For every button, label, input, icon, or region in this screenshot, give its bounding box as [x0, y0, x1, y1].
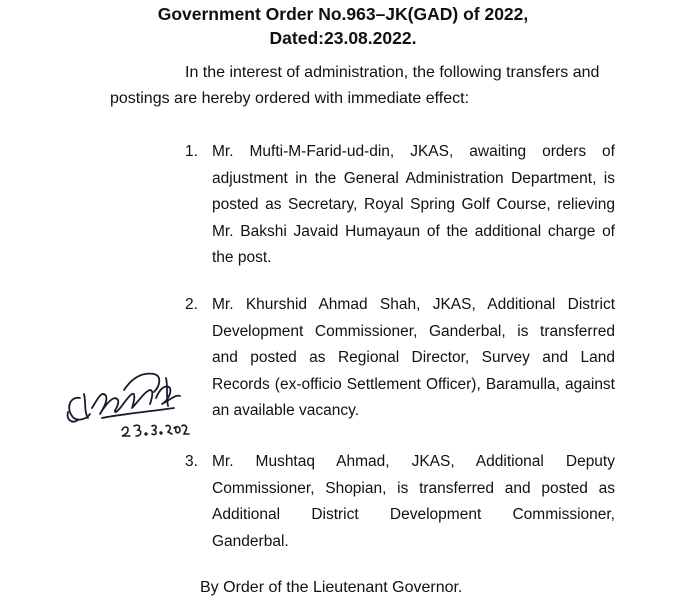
intro-line-2: postings are hereby ordered with immediate effect: [110, 90, 470, 107]
item-text: Mr. Khurshid Ahmad Shah, JKAS, Additional District Development Commissioner, Ganderbal, is transferred and posted as Regional Director, Survey and Land Records (ex-officio Settlement Officer), Baramulla, against an available vacancy. [212, 296, 615, 419]
item-text: Mr. Mushtaq Ahmad, JKAS, Additional Deputy Commissioner, Shopian, is transferred and posted as Additional District Development Commissioner, Ganderbal. [212, 453, 615, 550]
item-text: Mr. Mufti-M-Farid-ud-din, JKAS, awaiting orders of adjustment in the General Administration Department, is posted as Secretary, Royal Spring Golf Course, relieving Mr. Bakshi Javaid Humayaun of the additional charge of the post. [212, 143, 615, 266]
item-number: 1. [185, 143, 198, 160]
order-heading [0, 2, 686, 50]
intro-paragraph [110, 60, 615, 112]
order-item [185, 449, 615, 555]
item-number: 3. [185, 453, 198, 470]
closing-line: By Order of the Lieutenant Governor. [200, 579, 463, 596]
order-item [185, 292, 615, 425]
order-number-title: Government Order No.963–JK(GAD) of 2022, [157, 4, 529, 24]
order-item [185, 139, 615, 272]
order-date: Dated:23.08.2022. [269, 28, 417, 48]
handwritten-signature [62, 368, 192, 440]
item-number: 2. [185, 296, 198, 313]
intro-line-1: In the interest of administration, the following transfers and [185, 64, 600, 81]
